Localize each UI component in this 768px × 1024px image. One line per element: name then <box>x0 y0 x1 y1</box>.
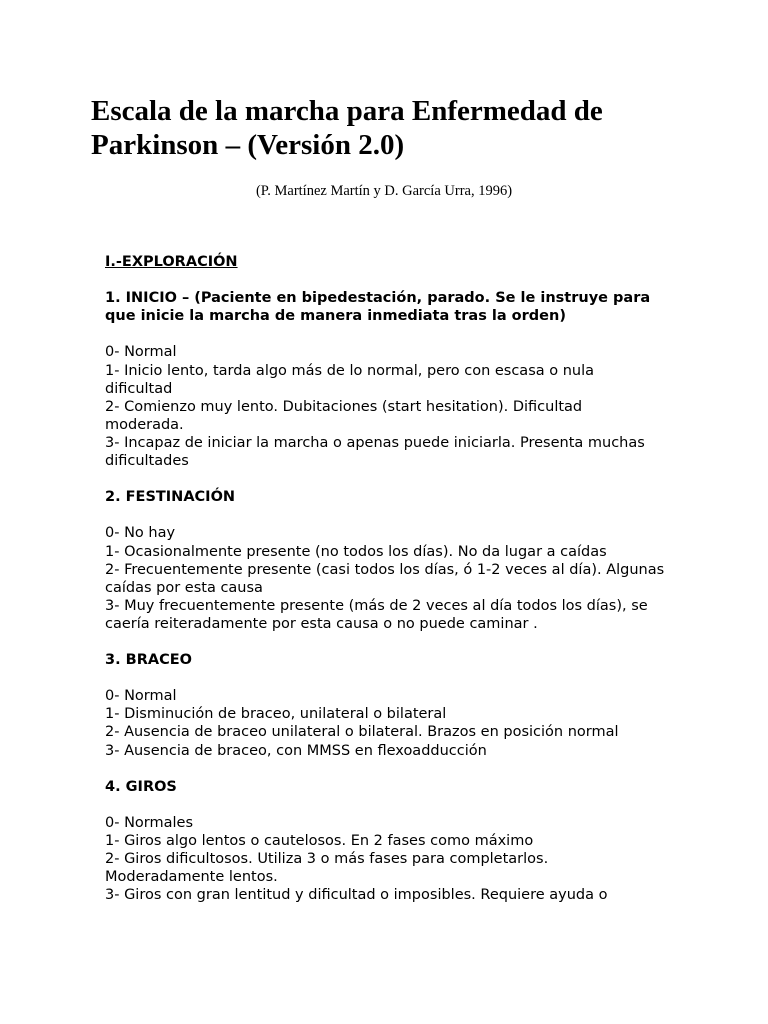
scale-item-braceo <box>105 651 665 760</box>
item-option: 0- Normales <box>105 814 194 831</box>
item-option: 3- Incapaz de iniciar la marcha o apenas puede iniciarla. Presenta muchas dificultades <box>105 434 645 470</box>
item-option: 1- Inicio lento, tarda algo más de lo normal, pero con escasa o nula dificultad <box>105 362 595 397</box>
item-option: 2- Comienzo muy lento. Dubitaciones (start hesitation). Dificultad moderada. <box>105 398 583 433</box>
scale-item-inicio <box>105 289 665 470</box>
item-option: 2- Frecuentemente presente (casi todos los días, ó 1-2 veces al día). Algunas caídas por esta causa <box>105 561 665 596</box>
item-option: 3- Muy frecuentemente presente (más de 2 veces al día todos los días), se caería reiteradamente por esta causa o no puede caminar . <box>105 597 648 632</box>
document-body <box>105 253 665 922</box>
item-option: 1- Ocasionalmente presente (no todos los días). No da lugar a caídas <box>105 543 607 560</box>
item-option: 3- Giros con gran lentitud y dificultad o imposibles. Requiere ayuda o <box>105 887 608 904</box>
document-title: Escala de la marcha para Enfermedad de Parkinson – (Versión 2.0) <box>91 95 603 161</box>
item-option: 1- Giros algo lentos o cautelosos. En 2 fases como máximo <box>105 833 534 849</box>
scale-item-giros <box>105 778 665 905</box>
authors-text: (P. Martínez Martín y D. García Urra, 1996) <box>255 183 513 199</box>
item-heading: 3. BRACEO <box>105 652 192 669</box>
item-heading: 4. GIROS <box>105 778 177 795</box>
scale-item-festinacion <box>105 488 665 633</box>
item-option: 2- Giros dificultosos. Utiliza 3 o más fases para completarlos. Moderadamente lentos. <box>105 851 549 886</box>
item-option: 0- Normal <box>105 344 177 361</box>
authors-citation <box>0 182 768 200</box>
section-heading: I.-EXPLORACIÓN <box>105 254 238 270</box>
item-option: 0- No hay <box>105 525 176 542</box>
item-option: 1- Disminución de braceo, unilateral o bilateral <box>105 706 447 723</box>
item-option: 3- Ausencia de braceo, con MMSS en flexoadducción <box>105 742 487 759</box>
item-heading: 1. INICIO – (Paciente en bipedestación, parado. Se le instruye para que inicie la marcha de manera inmediata tras la orden) <box>105 290 651 325</box>
item-option: 0- Normal <box>105 688 177 705</box>
item-heading: 2. FESTINACIÓN <box>105 489 236 506</box>
item-option: 2- Ausencia de braceo unilateral o bilateral. Brazos en posición normal <box>105 724 619 741</box>
